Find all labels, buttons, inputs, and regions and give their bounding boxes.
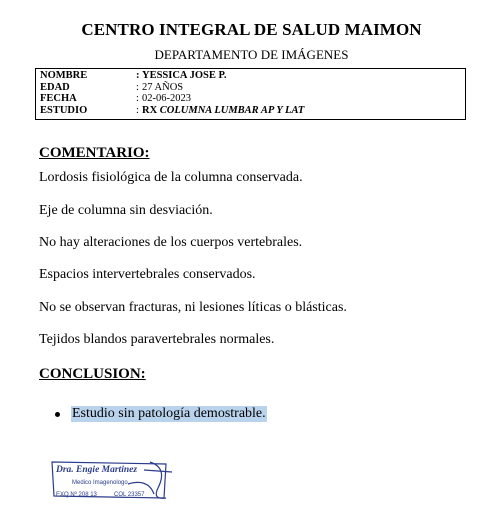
info-value-study	[142, 105, 304, 117]
signature-title: Medico Imagenologo	[72, 480, 128, 486]
signature-stamp	[48, 458, 178, 502]
info-colon: :	[136, 104, 139, 116]
info-label-name: NOMBRE	[40, 70, 88, 81]
info-value-age: 27 AÑOS	[142, 81, 184, 93]
conclusion-heading: CONCLUSION:	[39, 366, 146, 382]
info-colon: :	[136, 70, 140, 81]
info-value-date: 02-06-2023	[142, 93, 191, 104]
comment-line-6: Tejidos blandos paravertebrales normales.	[39, 332, 275, 347]
signature-exequatur: EXQ Nº 208 13	[56, 492, 97, 498]
info-value-name: YESSICA JOSE P.	[142, 70, 227, 81]
info-colon: :	[136, 81, 139, 93]
signature-col: COL 23357	[114, 492, 145, 498]
signature-name: Dra. Engie Martinez	[56, 465, 138, 475]
study-name: COLUMNA LUMBAR AP Y LAT	[159, 104, 305, 116]
comment-line-5: No se observan fracturas, ni lesiones líticas o blásticas.	[39, 300, 347, 315]
info-row-study	[40, 105, 465, 117]
clinic-title: CENTRO INTEGRAL DE SALUD MAIMON	[81, 20, 422, 39]
patient-info-box	[35, 68, 466, 120]
info-row-date	[40, 93, 465, 105]
info-label-date: FECHA	[40, 93, 77, 104]
comment-line-4: Espacios intervertebrales conservados.	[39, 267, 256, 282]
comment-line-2: Eje de columna sin desviación.	[39, 203, 213, 218]
info-colon: :	[136, 93, 139, 104]
info-row-name	[40, 70, 465, 82]
conclusion-text: Estudio sin patología demostrable.	[72, 406, 266, 421]
study-prefix: RX	[142, 104, 158, 116]
comentario-heading: COMENTARIO:	[39, 145, 150, 161]
comment-line-3: No hay alteraciones de los cuerpos vertebrales.	[39, 235, 303, 250]
info-label-age: EDAD	[40, 81, 70, 93]
department-subtitle: DEPARTAMENTO DE IMÁGENES	[154, 47, 349, 62]
conclusion-bullet-item	[55, 406, 267, 422]
bullet-icon	[55, 412, 60, 417]
comment-line-1: Lordosis fisiológica de la columna conservada.	[39, 170, 303, 185]
info-label-study: ESTUDIO	[40, 104, 88, 116]
info-row-age	[40, 82, 465, 94]
